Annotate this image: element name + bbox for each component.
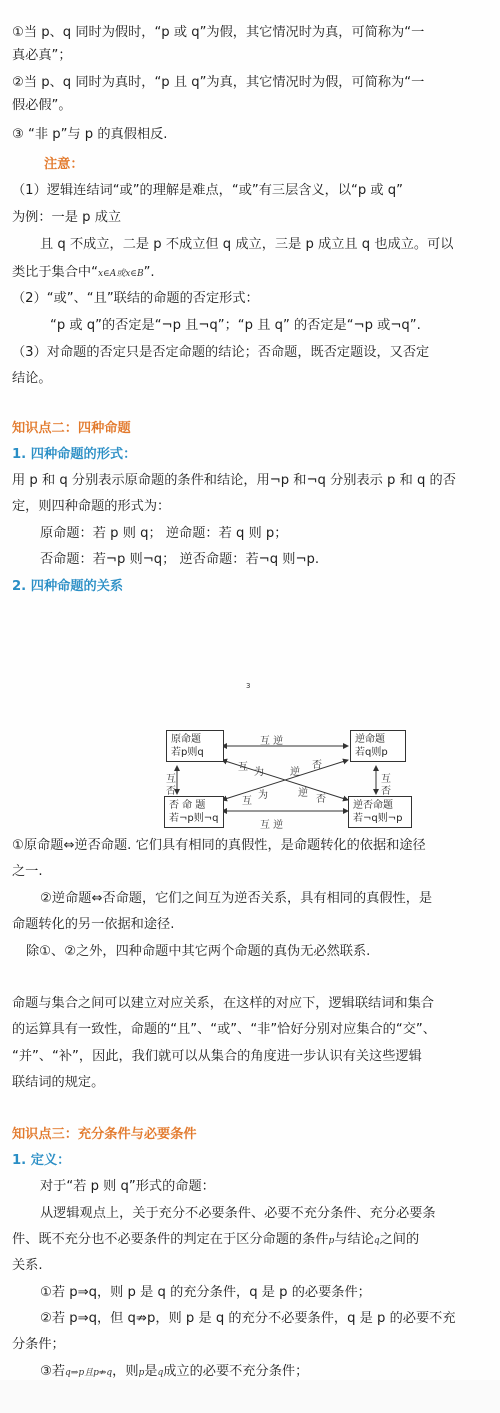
text-line: 且 q 不成立，二是 p 不成立但 q 成立，三是 p 成立且 q 也成立。可以: [40, 237, 454, 252]
diagonal-label: 互: [242, 796, 252, 807]
left-relation-label: 互: [166, 774, 176, 785]
top-relation-label: 互 逆: [260, 736, 284, 747]
text-line: “并”、“补”，因此，我们就可以从集合的角度进一步认识有关这些逻辑: [12, 1049, 422, 1064]
box-body: 若¬q则¬p: [353, 813, 403, 824]
converse-proposition-box: [350, 730, 406, 762]
text-line: （3）对命题的否定只是否定命题的结论；否命题，既否定题设，又否定: [12, 345, 430, 360]
math-formula: q⇒p且p⇏q: [65, 1368, 113, 1378]
text-line: 假必假”。: [12, 98, 72, 113]
text-line: 分条件；: [12, 1337, 65, 1352]
subsection-heading: 1. 定义：: [12, 1153, 71, 1168]
text-line: 用 p 和 q 分别表示原命题的条件和结论，用¬p 和¬q 分别表示 p 和 q 的否: [12, 473, 456, 488]
box-body: 若¬p则¬q: [169, 813, 219, 824]
box-title: 逆否命题: [353, 800, 393, 811]
math-symbol: p: [328, 1236, 335, 1246]
text-line: 之一.: [12, 864, 43, 879]
math-symbol: q: [157, 1368, 164, 1378]
diagonal-label: 逆: [290, 767, 300, 778]
box-body: 若q则p: [355, 747, 388, 758]
text-line: 定，则四种命题的形式为：: [12, 499, 171, 514]
text-line: 命题与集合之间可以建立对应关系，在这样的对应下，逻辑联结词和集合: [12, 996, 434, 1011]
diagonal-label: 否: [312, 760, 322, 771]
diagonal-label: 为: [254, 767, 264, 778]
text-fragment: 成立的必要不充分条件；: [163, 1364, 309, 1379]
text-line: 联结词的规定。: [12, 1075, 105, 1090]
section-heading: 知识点二：四种命题: [12, 421, 131, 436]
right-relation-label: 互: [381, 774, 391, 785]
text-line: 原命题：若 p 则 q； 逆命题：若 q 则 p；: [40, 526, 288, 541]
text-line: 除①、②之外，四种命题中其它两个命题的真伪无必然联系.: [26, 944, 371, 959]
text-line: （2）“或”、“且”联结的命题的否定形式：: [12, 291, 259, 306]
text-fragment: 之间的: [379, 1232, 420, 1247]
box-title: 逆命题: [355, 734, 385, 745]
box-title: 原命题: [171, 734, 201, 745]
diagonal-label: 为: [258, 790, 268, 801]
text-line: ①当 p、q 同时为假时，“p 或 q”为假，其它情况时为真，可简称为“一: [12, 25, 425, 40]
section-heading: 知识点三：充分条件与必要条件: [12, 1127, 197, 1142]
set-formula: x∈A或x∈B: [97, 269, 144, 279]
original-proposition-box: [166, 730, 224, 762]
text-line: 真必真”；: [12, 48, 72, 63]
right-relation-label: 否: [381, 786, 391, 797]
text-line: ②当 p、q 同时为真时，“p 且 q”为真，其它情况时为假，可简称为“一: [12, 75, 425, 90]
text-fragment: 与结论: [334, 1232, 374, 1247]
text-fragment: ”.: [143, 265, 155, 280]
text-line: （1）逻辑连结词“或”的理解是难点，“或”有三层含义，以“p 或 q”: [12, 183, 404, 198]
diagonal-label: 否: [316, 794, 326, 805]
bottom-blank-area: [0, 1380, 500, 1413]
text-line: ③ “非 p”与 p 的真假相反.: [12, 127, 168, 142]
text-fragment: 类比于集合中“: [12, 265, 98, 280]
text-line: “p 或 q”的否定是“¬p 且¬q”；“p 且 q” 的否定是“¬p 或¬q”.: [50, 318, 421, 333]
text-line: ②逆命题⇔否命题，它们之间互为逆否关系，具有相同的真假性，是: [40, 891, 433, 906]
text-line: 结论。: [12, 371, 52, 386]
diagonal-label: 逆: [298, 788, 308, 799]
math-symbol: p: [138, 1368, 145, 1378]
text-line: ②若 p⇒q，但 q⇏p，则 p 是 q 的充分不必要条件，q 是 p 的必要不充: [40, 1311, 456, 1326]
inverse-proposition-box: [164, 796, 224, 828]
left-relation-label: 否: [166, 786, 176, 797]
text-line: 关系.: [12, 1258, 43, 1273]
text-fragment: 件、既不充分也不必要条件的判定在于区分命题的条件: [12, 1232, 329, 1247]
box-body: 若p则q: [171, 747, 204, 758]
text-line: ①原命题⇔逆否命题. 它们具有相同的真假性，是命题转化的依据和途径: [12, 838, 426, 853]
bottom-relation-label: 互 逆: [260, 820, 284, 831]
text-line: 否命题：若¬p 则¬q； 逆否命题：若¬q 则¬p.: [40, 552, 320, 567]
page-mark: 3: [246, 682, 251, 690]
text-line: 命题转化的另一依据和途径.: [12, 917, 175, 932]
note-heading: 注意：: [44, 157, 84, 172]
text-fragment: ，则: [112, 1364, 139, 1379]
math-symbol: q: [373, 1236, 380, 1246]
text-line: 对于“若 p 则 q”形式的命题：: [40, 1179, 215, 1194]
contrapositive-proposition-box: [348, 796, 412, 828]
box-title: 否 命 题: [169, 800, 206, 811]
four-propositions-diagram: [150, 680, 410, 840]
text-fragment: ③若: [40, 1364, 66, 1379]
text-line: ①若 p⇒q，则 p 是 q 的充分条件，q 是 p 的必要条件；: [40, 1285, 371, 1300]
text-fragment: 是: [144, 1364, 158, 1379]
subsection-heading: 1. 四种命题的形式：: [12, 447, 137, 462]
text-line: 的运算具有一致性，命题的“且”、“或”、“非”恰好分别对应集合的“交”、: [12, 1022, 436, 1037]
subsection-heading: 2. 四种命题的关系: [12, 579, 124, 594]
text-line: 为例：一是 p 成立: [12, 210, 122, 225]
text-line: [12, 1229, 492, 1252]
text-line: [12, 262, 492, 285]
text-line: 从逻辑观点上，关于充分不必要条件、必要不充分条件、充分必要条: [40, 1206, 436, 1221]
diagonal-label: 互: [238, 762, 248, 773]
